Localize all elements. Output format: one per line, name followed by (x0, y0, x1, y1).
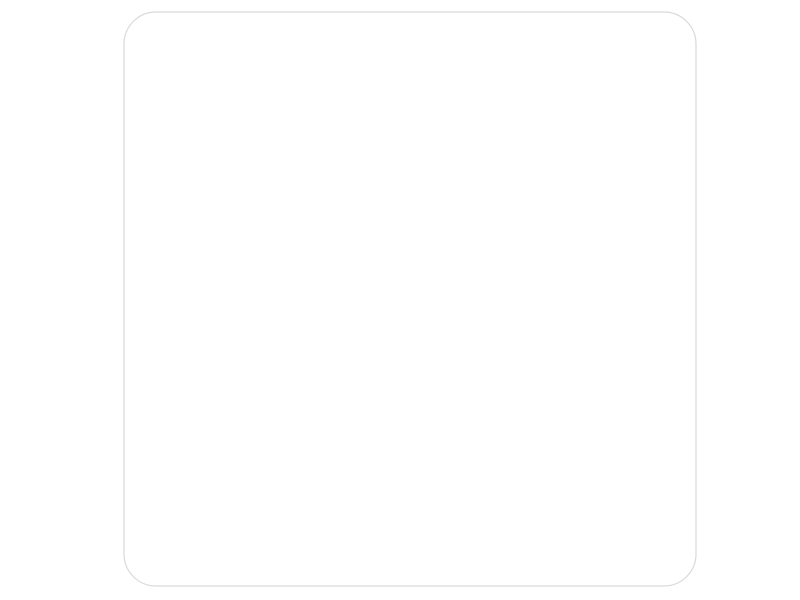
sheet-border (124, 12, 696, 586)
